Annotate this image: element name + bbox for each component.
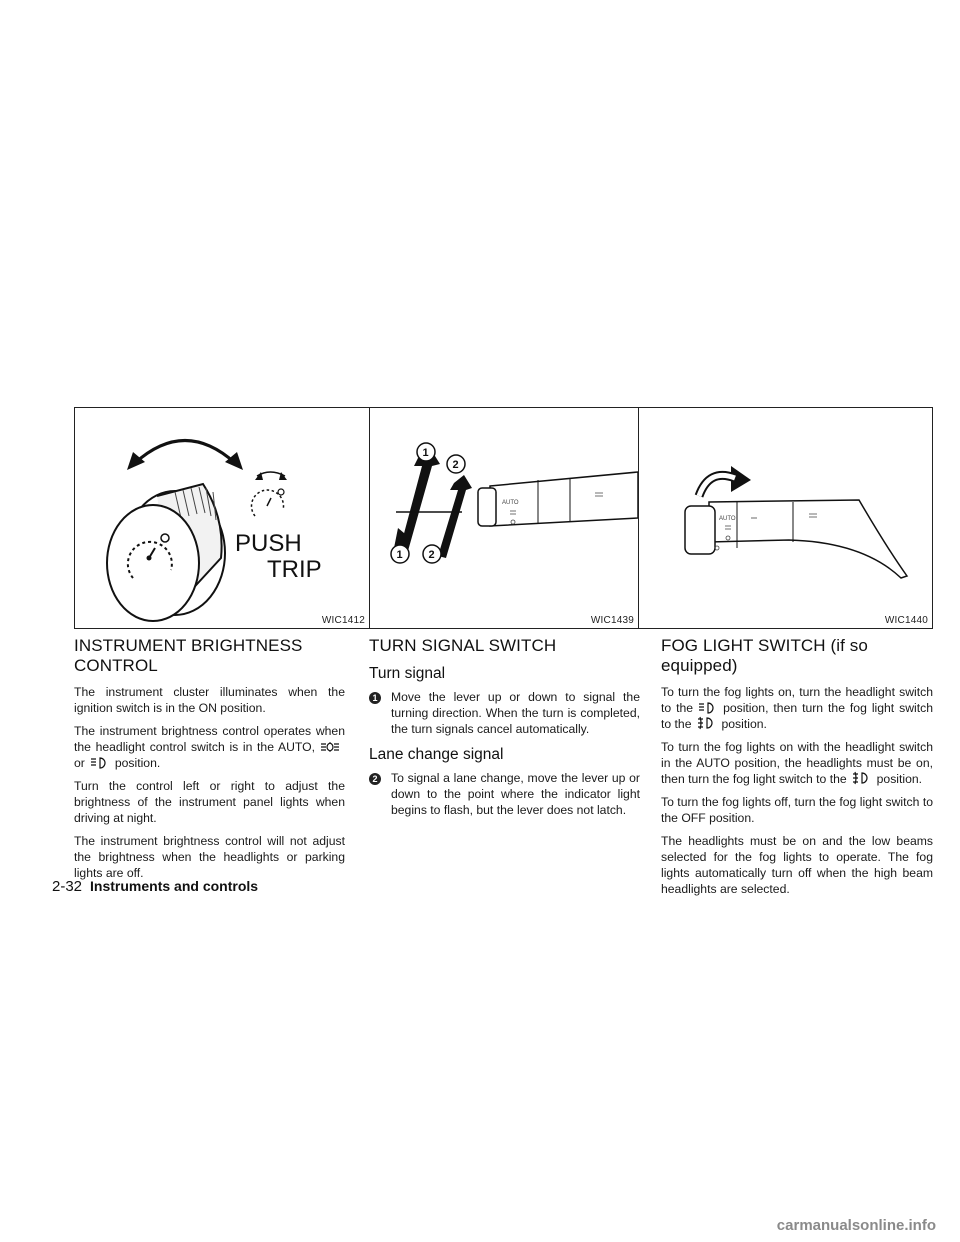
watermark: carmanualsonline.info xyxy=(776,1217,936,1234)
label-2-top: 2 xyxy=(452,459,459,471)
section-heading: TURN SIGNAL SWITCH xyxy=(369,636,557,655)
column-instrument-brightness xyxy=(74,636,345,888)
label-1-bottom: 1 xyxy=(396,549,403,561)
page-number: 2-32 xyxy=(52,878,83,895)
paragraph: To turn the fog lights on with the headlight switch in the AUTO position, the headlights must be on, then turn the fog light switch to the position. xyxy=(661,740,933,786)
page-footer xyxy=(52,878,258,895)
subheading-turn-signal: Turn signal xyxy=(369,665,446,682)
trip-label: TRIP xyxy=(267,556,322,583)
figure-turn-signal xyxy=(369,407,639,629)
figure-instrument-brightness xyxy=(74,407,370,629)
figure-code: WIC1440 xyxy=(884,615,928,626)
turn-signal-lever-illustration xyxy=(370,408,638,628)
list-item: 2 To signal a lane change, move the lever up or down to the point where the indicator light begins to flash, but the lever does not latch. xyxy=(369,770,640,818)
label-1-top: 1 xyxy=(422,447,429,459)
paragraph: The headlights must be on and the low beams selected for the fog lights to operate. The fog lights automatically turn off when the high beam headlights are selected. xyxy=(661,834,933,896)
paragraph-auto: The instrument brightness control operates when the headlight control switch is in the AUTO,or position. xyxy=(74,724,345,770)
section-heading: INSTRUMENT BRIGHTNESS CONTROL xyxy=(74,636,303,675)
fog-light-icon xyxy=(851,771,873,785)
subheading-lane-change: Lane change signal xyxy=(369,746,504,763)
paragraph: To turn the fog lights on, turn the headlight switch to the position, then turn the fog light switch to the position. xyxy=(661,685,933,731)
figure-code: WIC1412 xyxy=(321,615,365,626)
paragraph: To turn the fog lights off, turn the fog light switch to the OFF position. xyxy=(661,795,933,825)
svg-text:AUTO: AUTO xyxy=(502,500,519,506)
parking-light-icon xyxy=(319,741,341,753)
chapter-title: Instruments and controls xyxy=(90,878,259,894)
push-label: PUSH xyxy=(235,530,302,557)
brightness-dial-illustration xyxy=(75,408,369,628)
list-item: 1 Move the lever up or down to signal the turning direction. When the turn is completed, the turn signals cancel automatically. xyxy=(369,689,640,737)
number-badge: 1 xyxy=(369,692,381,704)
paragraph: The instrument brightness control will not adjust the brightness when the headlights or parking lights are off. xyxy=(74,834,345,880)
paragraph: Turn the control left or right to adjust the brightness of the instrument panel lights when driving at night. xyxy=(74,779,345,825)
paragraph: The instrument cluster illuminates when the ignition switch is in the ON position. xyxy=(74,685,345,715)
figure-fog-light xyxy=(638,407,933,629)
fog-light-lever-illustration xyxy=(639,408,932,628)
column-turn-signal xyxy=(369,636,640,826)
section-heading: FOG LIGHT SWITCH (if so equipped) xyxy=(661,636,868,675)
number-badge: 2 xyxy=(369,773,381,785)
svg-text:AUTO: AUTO xyxy=(719,516,736,522)
headlight-icon xyxy=(697,702,719,714)
column-fog-light xyxy=(661,636,933,904)
fog-light-icon xyxy=(696,716,718,730)
label-2-bottom: 2 xyxy=(428,549,435,561)
headlight-icon xyxy=(89,757,111,769)
figure-code: WIC1439 xyxy=(590,615,634,626)
